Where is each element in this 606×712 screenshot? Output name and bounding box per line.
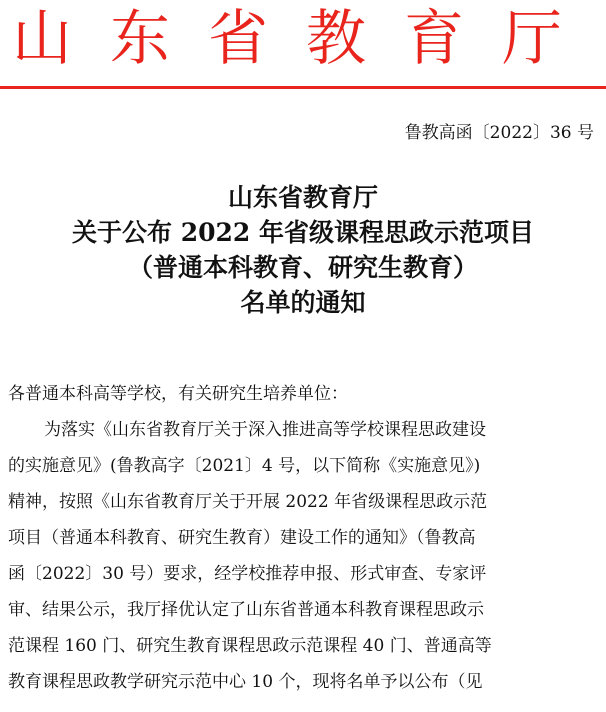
document-number: 鲁教高函〔2022〕36 号 [404,123,594,143]
title-line-issuer: 山东省教育厅 [227,183,378,212]
salutation: 各普通本科高等学校，有关研究生培养单位： [8,384,348,404]
body-line: 的实施意见》(鲁教高字〔2021〕4 号，以下简称《实施意见》) [8,456,481,476]
body-line: 为落实《山东省教育厅关于深入推进高等学校课程思政建设 [44,420,486,440]
title-line-type: 名单的通知 [240,288,366,317]
notice-title [0,180,606,320]
body-line: 范课程 160 门、研究生教育课程思政示范课程 40 门、普通高等 [8,636,492,656]
masthead-title: 山东省教育厅 [12,4,600,74]
masthead-red-rule [0,86,606,89]
notice-body [8,376,598,700]
title-line-subject: 关于公布 2022 年省级课程思政示范项目 [72,218,534,247]
title-line-scope: （普通本科教育、研究生教育） [127,253,478,282]
body-line: 教育课程思政教学研究示范中心 10 个，现将名单予以公布（见 [8,672,483,692]
body-line: 审、结果公示，我厅择优认定了山东省普通本科教育课程思政示 [8,600,484,620]
body-line: 项目（普通本科教育、研究生教育）建设工作的通知》（鲁教高 [8,528,476,548]
body-line: 精神，按照《山东省教育厅关于开展 2022 年省级课程思政示范 [8,492,488,512]
body-line: 函〔2022〕30 号）要求，经学校推荐申报、形式审查、专家评 [8,564,487,584]
